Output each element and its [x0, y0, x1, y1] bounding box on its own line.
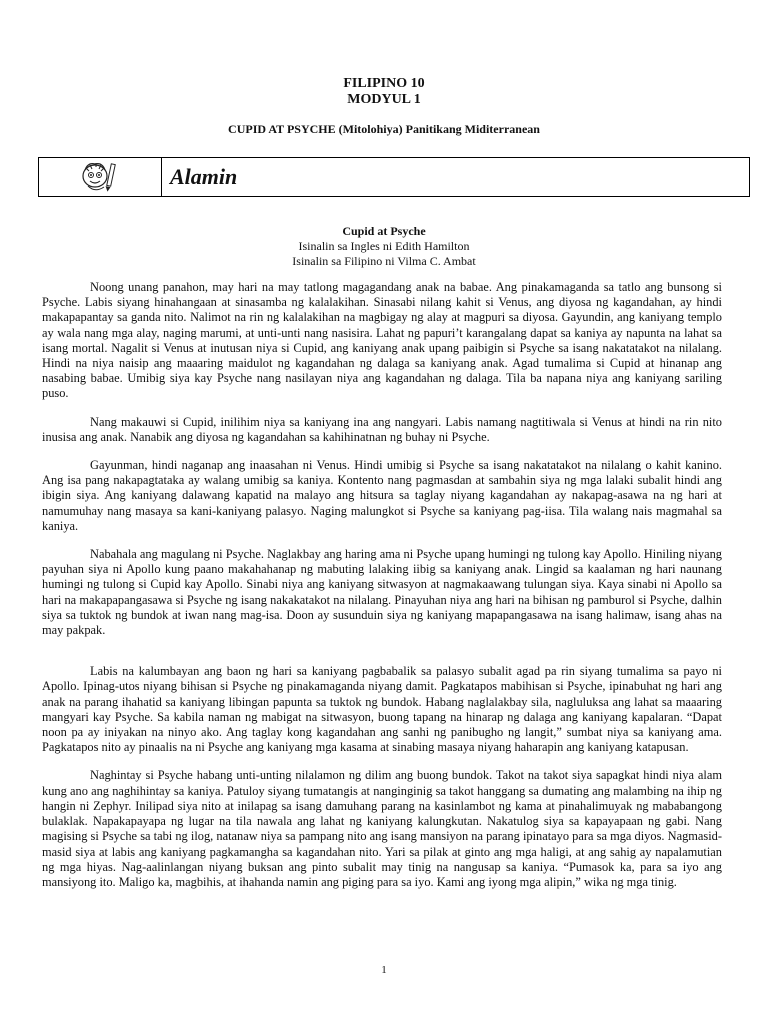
story-credit-english: Isinalin sa Ingles ni Edith Hamilton [298, 239, 470, 253]
subject-heading: FILIPINO 10 [343, 76, 425, 91]
section-banner [38, 157, 750, 197]
section-title: Alamin [170, 164, 238, 189]
story-title: Cupid at Psyche [342, 224, 426, 238]
story-body [42, 280, 722, 903]
story-paragraph: Gayunman, hindi naganap ang inaasahan ni Venus. Hindi umibig si Psyche sa isang nakatatakot na nilalang o kahit kanino. Ang isa pang nakapagtataka ay walang umibig sa kaniya. Kontento nang pagmasdan at sambahin siya ng mga lalaki subalit hindi ang ibigin siya. Ang kaniyang dalawang kapatid na malayo ang hitsura sa taglay niyang kagandahan ay nakapag-asawa na ng hari at namumuhay nang masaya sa kani-kaniyang palasyo. Naging malungkot si Psyche sa kaniyang pag-iisa. Tila walang nais magmahal sa kaniya. [42, 458, 722, 533]
cartoon-student-with-pencil-icon [78, 160, 122, 194]
story-paragraph: Labis na kalumbayan ang baon ng hari sa kaniyang pagbabalik sa palasyo subalit agad pa rin siyang tumalima sa payo ni Apollo. Ipinag-utos niyang bihisan si Psyche ng pinakamaganda niyang damit. Pagkatapos mabihisan si Psyche, ipinabuhat ng hari ang anak na parang ihahatid sa kaniyang libingan papunta sa tuktok ng bundok. Habang naglalakbay sila, nagluluksa ang lahat sa maaaring mangyari kay Psyche. Sa kabila naman ng mabigat na sitwasyon, buong tapang na hinarap ng dalaga ang kaniyang kapalaran. “Dapat noon pa ay iniyakan na ninyo ako. Ang taglay kong kagandahan ang sanhi ng panibugho ng langit,” sumbat niya sa kaniyang ama. Pagkatapos nito ay pinaalis na ni Psyche ang kaniyang mga kasama at sinabing masaya niyang haharapin ang kaniyang katapusan. [42, 664, 722, 755]
module-heading: MODYUL 1 [347, 92, 421, 107]
story-credit-filipino: Isinalin sa Filipino ni Vilma C. Ambat [292, 254, 476, 268]
section-icon-cell [39, 158, 162, 196]
story-paragraph: Naghintay si Psyche habang unti-unting nilalamon ng dilim ang buong bundok. Takot na takot siya sapagkat hindi niya alam kung ano ang naghihintay sa kaniya. Patuloy siyang tumatangis at nanginginig sa takot hanggang sa dumating ang malambing na ihip ng hangin ni Zephyr. Inilipad siya nito at inilapag sa isang damuhang parang na kasinlambot ng kama at pinahalimuyak ng mababangong bulaklak. Napakapayapa ng lugar na tila nawala ang lahat ng kaniyang kalungkutan. Nakatulog siya sa kapayapaan ng gabi. Nang magising si Psyche sa tabi ng ilog, natanaw niya sa pampang nito ang isang mansiyon na parang ipinatayo para sa mga diyos. Nagmasid-masid siya at labis ang kaniyang pagkamangha sa kagandahan nito. Yari sa pilak at ginto ang mga haligi, at ang sahig ay napalamutian ng mga hiyas. Nag-aalinlangan niyang buksan ang pinto subalit may tinig na nangusap sa kaniya. “Pumasok ka, para sa iyo ang mansiyong ito. Maligo ka, magbihis, at ihahanda namin ang piging para sa iyo. Kami ang iyong mga alipin,” wika ng mga tinig. [42, 768, 722, 889]
story-paragraph: Nabahala ang magulang ni Psyche. Naglakbay ang haring ama ni Psyche upang humingi ng tulong kay Apollo. Hiniling niyang payuhan siya ni Apollo kung paano makahahanap ng mabuting lalaking iibig sa kaniyang anak. Lingid sa kaalaman ng hari naunang humingi ng tulong si Cupid kay Apollo. Sinabi niya ang kaniyang sitwasyon at nagmakaawang tulungan siya. Kaya sinabi ni Apollo sa hari na makapapangasawa si Psyche ng isang nakakatakot na nilalang. Pinayuhan niya ang hari na bihisan ng pamburol si Psyche, dalhin siya sa tuktok ng bundok at iwan nang mag-isa. Doon ay susunduin siya ng kaniyang mapapangasawa na isang halimaw, isang ahas na may pakpak. [42, 547, 722, 638]
story-paragraph: Nang makauwi si Cupid, inilihim niya sa kaniyang ina ang nangyari. Labis namang nagtitiwala si Venus at hindi na rin nito inusisa ang anak. Nanabik ang diyosa ng kagandahan sa kahihinatnan ng buhay ni Psyche. [42, 414, 722, 444]
page-number: 1 [381, 964, 387, 976]
lesson-subtitle: CUPID AT PSYCHE (Mitolohiya) Panitikang Miditerranean [228, 122, 540, 136]
story-paragraph: Noong unang panahon, may hari na may tatlong magagandang anak na babae. Ang pinakamaganda sa tatlo ang bunsong si Psyche. Labis siyang hinahangaan at sinasamba ng kalalakihan. Sinasabi nilang kahit si Venus, ang diyosa ng kagandahan, ay hindi makapapantay sa ganda nito. Nalimot na rin ng kalalakihan na magbigay ng alay at magpuri sa diyosa. Gayundin, ang kaniyang templo ay wala nang mga alay, naging marumi, at unti-unti nang nasisira. Lahat ng papuri’t karangalang dapat sa kaniya ay napunta na lahat sa isang mortal. Nagalit si Venus at inutusan niya si Cupid, ang kaniyang anak upang paibigin si Psyche sa isang nakatatakot na nilalang. Hindi na niya naisip ang maaaring maidulot ng kagandahan ng dalaga sa kaniyang anak. Agad tumalima si Cupid at hinanap ang nasabing babae. Umibig siya kay Psyche nang nasilayan niya ang kagandahan ng dalaga. Tila ba napana niya ang kaniyang sariling puso. [42, 280, 722, 401]
